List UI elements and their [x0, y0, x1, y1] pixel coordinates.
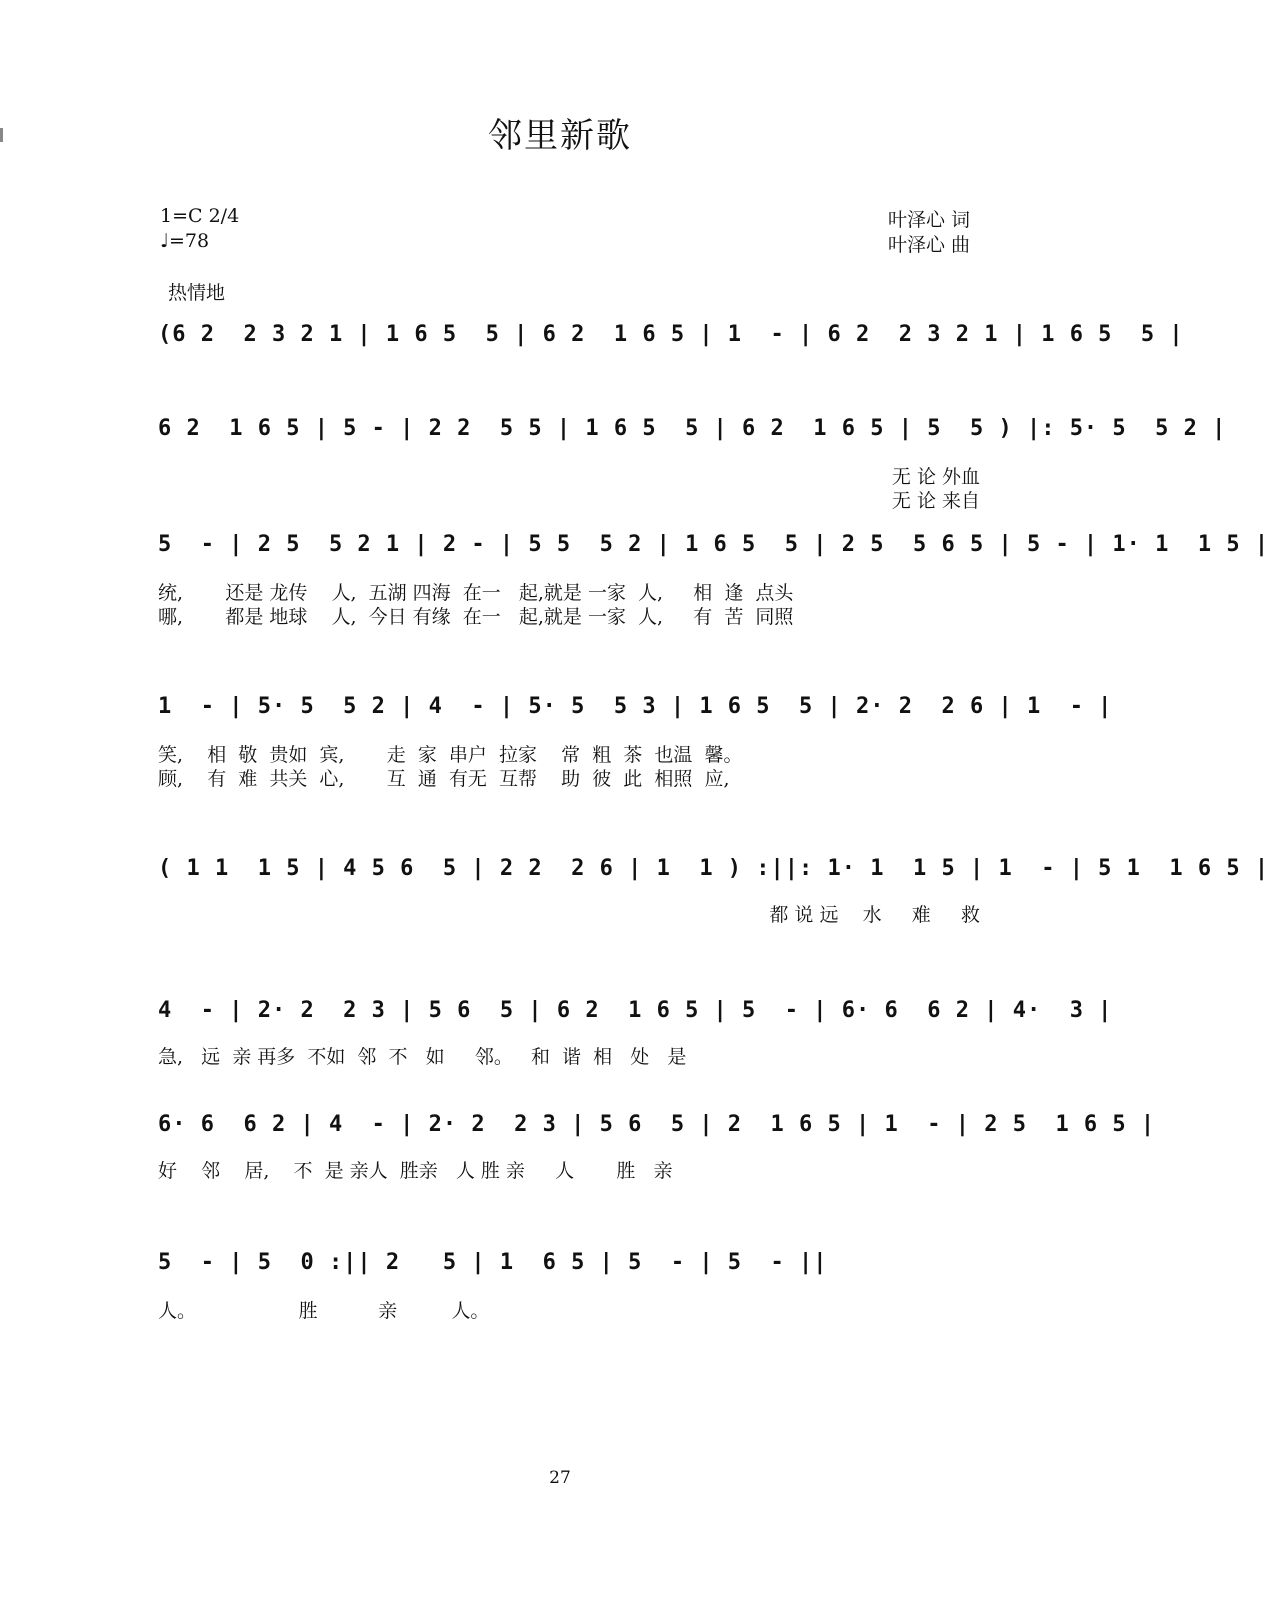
lyric-line-2a: 无 论 外血	[891, 466, 980, 488]
notation-line-6: 4 - | 2· 2 2 3 | 5 6 5 | 6 2 1 6 5 | 5 - | 6· 6 6 2 | 4· 3 |	[158, 998, 1113, 1023]
notation-line-2: 6 2 1 6 5 | 5 - | 2 2 5 5 | 1 6 5 5 | 6 2 1 6 5 | 5 5 ) |: 5· 5 5 2 |	[158, 416, 1227, 441]
lyric-line-6: 急, 远 亲 再多 不如 邻 不 如 邻。 和 谐 相 处 是	[158, 1046, 687, 1068]
key-signature: 1=C 2/4	[160, 205, 240, 227]
lyric-line-8: 人。 胜 亲 人。	[158, 1300, 490, 1322]
composer-credit: 叶泽心 曲	[887, 234, 970, 256]
notation-line-3: 5 - | 2 5 5 2 1 | 2 - | 5 5 5 2 | 1 6 5 5 | 2 5 5 6 5 | 5 - | 1· 1 1 5 |	[158, 532, 1269, 557]
lyric-line-3b: 哪, 都是 地球 人, 今日 有缘 在一 起,就是 一家 人, 有 苦 同照	[158, 606, 794, 628]
lyric-line-2b: 无 论 来自	[891, 490, 980, 512]
lyric-line-4a: 笑, 相 敬 贵如 宾, 走 家 串户 拉家 常 粗 茶 也温 馨。	[158, 744, 743, 766]
lyric-line-7: 好 邻 居, 不 是 亲人 胜亲 人 胜 亲 人 胜 亲	[158, 1160, 673, 1182]
page-title: 邻里新歌	[488, 116, 632, 156]
tempo-marking: ♩=78	[160, 230, 210, 252]
page-number: 27	[549, 1468, 571, 1488]
expression-marking: 热情地	[168, 282, 226, 304]
notation-line-4: 1 - | 5· 5 5 2 | 4 - | 5· 5 5 3 | 1 6 5 5 | 2· 2 2 6 | 1 - |	[158, 694, 1113, 719]
lyricist-credit: 叶泽心 词	[887, 209, 970, 231]
notation-line-8: 5 - | 5 0 :|| 2 5 | 1 6 5 | 5 - | 5 - ||	[158, 1250, 828, 1275]
lyric-line-5: 都 说 远 水 难 救	[769, 904, 980, 926]
notation-line-1: (6 2 2 3 2 1 | 1 6 5 5 | 6 2 1 6 5 | 1 - | 6 2 2 3 2 1 | 1 6 5 5 |	[158, 322, 1184, 347]
lyric-line-3a: 统, 还是 龙传 人, 五湖 四海 在一 起,就是 一家 人, 相 逢 点头	[158, 582, 794, 604]
notation-line-5: ( 1 1 1 5 | 4 5 6 5 | 2 2 2 6 | 1 1 ) :||: 1· 1 1 5 | 1 - | 5 1 1 6 5 |	[158, 856, 1269, 881]
notation-line-7: 6· 6 6 2 | 4 - | 2· 2 2 3 | 5 6 5 | 2 1 6 5 | 1 - | 2 5 1 6 5 |	[158, 1112, 1156, 1137]
lyric-line-4b: 顾, 有 难 共关 心, 互 通 有无 互帮 助 彼 此 相照 应,	[158, 768, 730, 790]
